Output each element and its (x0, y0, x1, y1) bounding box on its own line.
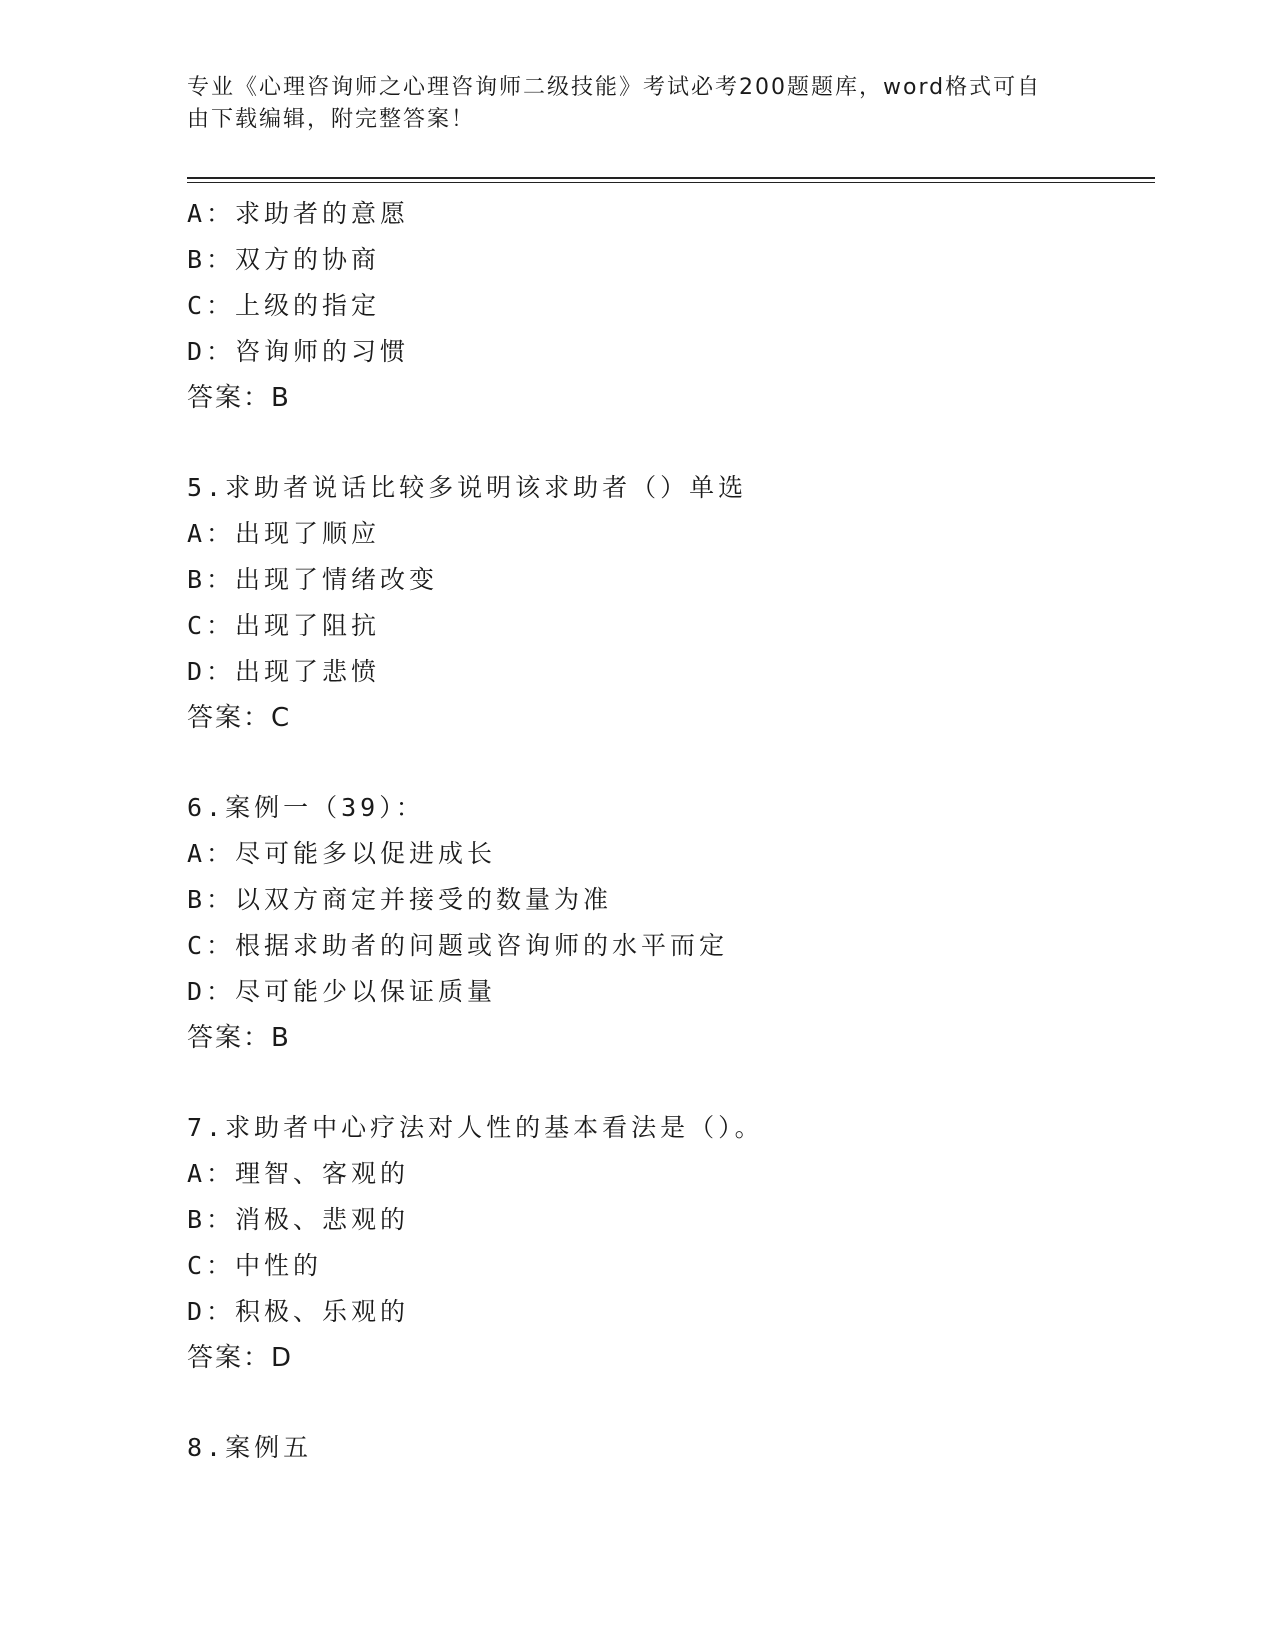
option-b: B：以双方商定并接受的数量为准 (187, 885, 613, 914)
question-list (187, 191, 1155, 1471)
question-4 (187, 191, 1155, 421)
question-text: 5.求助者说话比较多说明该求助者（）单选 (187, 473, 748, 502)
header-line-1: 专业《心理咨询师之心理咨询师二级技能》考试必考200题题库，word格式可自 (187, 75, 1042, 100)
option-a: A：求助者的意愿 (187, 199, 410, 228)
spacer (187, 421, 1155, 465)
spacer (187, 1381, 1155, 1425)
option-a: A：理智、客观的 (187, 1159, 410, 1188)
document-header (187, 72, 1067, 136)
question-text: 6.案例一（39）： (187, 793, 425, 822)
answer: 答案：D (187, 1343, 294, 1373)
option-b: B：出现了情绪改变 (187, 565, 439, 594)
answer: 答案：B (187, 1023, 291, 1053)
option-c: C：根据求助者的问题或咨询师的水平而定 (187, 931, 729, 960)
question-8 (187, 1425, 1155, 1471)
header-divider (187, 177, 1155, 183)
spacer (187, 1061, 1155, 1105)
option-a: A：出现了顺应 (187, 519, 381, 548)
option-b: B：双方的协商 (187, 245, 381, 274)
option-b: B：消极、悲观的 (187, 1205, 410, 1234)
option-a: A：尽可能多以促进成长 (187, 839, 497, 868)
answer: 答案：C (187, 703, 292, 733)
option-c: C：上级的指定 (187, 291, 381, 320)
option-d: D：尽可能少以保证质量 (187, 977, 497, 1006)
option-d: D：出现了悲愤 (187, 657, 381, 686)
question-5 (187, 465, 1155, 741)
question-7 (187, 1105, 1155, 1381)
option-c: C：出现了阻抗 (187, 611, 381, 640)
option-d: D：积极、乐观的 (187, 1297, 410, 1326)
question-6 (187, 785, 1155, 1061)
option-d: D：咨询师的习惯 (187, 337, 410, 366)
answer: 答案：B (187, 383, 291, 413)
header-line-2: 由下载编辑，附完整答案！ (187, 107, 476, 132)
spacer (187, 741, 1155, 785)
question-text: 7.求助者中心疗法对人性的基本看法是（）。 (187, 1113, 764, 1142)
option-c: C：中性的 (187, 1251, 323, 1280)
question-text: 8.案例五 (187, 1433, 313, 1462)
